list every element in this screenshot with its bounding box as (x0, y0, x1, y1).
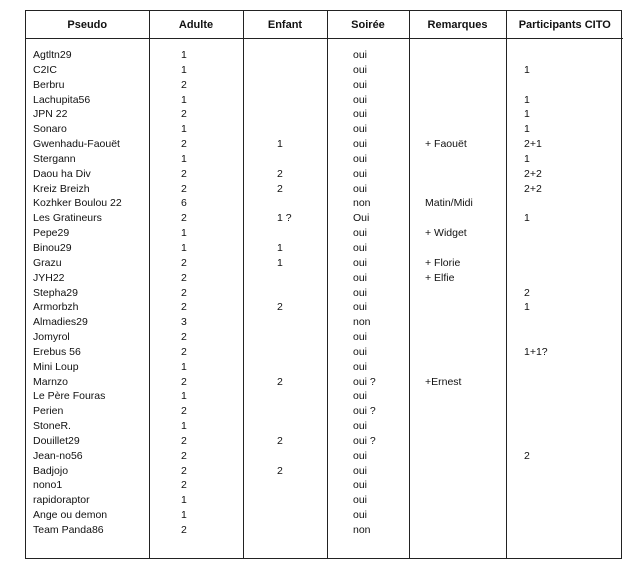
cell-remarques: + Faouët (425, 138, 467, 151)
table-row (26, 93, 623, 108)
table-row (26, 196, 623, 211)
cell-adulte: 6 (181, 197, 187, 210)
cell-soiree: oui (353, 78, 368, 91)
cell-pseudo: Grazu (33, 256, 62, 269)
cell-pseudo: Sonaro (33, 123, 67, 136)
cell-remarques: + Florie (425, 256, 461, 269)
cell-soiree: oui (353, 360, 368, 373)
cell-adulte: 1 (181, 93, 187, 106)
cell-soiree: oui (353, 182, 368, 195)
cell-pseudo: Almadies29 (33, 316, 88, 329)
cell-adulte: 2 (181, 464, 187, 477)
cell-cito: 1 (524, 301, 530, 314)
cell-soiree: oui (353, 509, 368, 522)
cell-cito: 2+1 (524, 138, 542, 151)
cell-soiree: oui (353, 345, 368, 358)
cell-remarques: +Ernest (425, 375, 462, 388)
cell-soiree: non (353, 524, 371, 536)
table-row (26, 508, 623, 523)
cell-pseudo: Berbru (33, 78, 65, 91)
table-row (26, 167, 623, 182)
cell-soiree: oui (353, 390, 368, 403)
cell-pseudo: Armorbzh (33, 301, 79, 314)
cell-soiree: oui (353, 152, 368, 165)
table-row (26, 389, 623, 404)
header-enfant: Enfant (243, 11, 327, 39)
cell-soiree: oui (353, 286, 368, 299)
cell-adulte: 2 (181, 331, 187, 344)
table-row (26, 345, 623, 360)
cell-adulte: 2 (181, 434, 187, 447)
cell-adulte: 2 (181, 524, 187, 536)
cell-pseudo: rapidoraptor (33, 494, 90, 507)
table-row (26, 404, 623, 419)
cell-pseudo: Badjojo (33, 464, 69, 477)
cell-cito: 1 (524, 63, 530, 76)
table-row (26, 434, 623, 449)
cell-enfant: 2 (277, 464, 283, 477)
cell-soiree: oui (353, 449, 368, 462)
cell-pseudo: StoneR. (33, 420, 71, 433)
cell-soiree: oui (353, 464, 368, 477)
participants-sheet (25, 10, 622, 559)
cell-adulte: 1 (181, 227, 187, 240)
table-row (26, 523, 623, 538)
cell-enfant: 2 (277, 167, 283, 180)
cell-remarques: Matin/Midi (425, 197, 473, 210)
table-body-rows (26, 48, 623, 538)
cell-enfant: 1 (277, 256, 283, 269)
cell-cito: 1 (524, 123, 530, 136)
cell-adulte: 1 (181, 123, 187, 136)
cell-cito: 1 (524, 93, 530, 106)
cell-pseudo: Lachupita56 (33, 93, 91, 106)
cell-adulte: 2 (181, 182, 187, 195)
cell-soiree: Oui (353, 212, 370, 225)
cell-soiree: oui (353, 271, 368, 284)
cell-adulte: 2 (181, 301, 187, 314)
cell-pseudo: Le Père Fouras (33, 390, 106, 403)
cell-soiree: oui ? (353, 434, 376, 447)
cell-adulte: 1 (181, 152, 187, 165)
cell-adulte: 2 (181, 256, 187, 269)
table-row (26, 375, 623, 390)
cell-soiree: oui (353, 63, 368, 76)
header-soiree: Soirée (327, 11, 409, 39)
cell-adulte: 2 (181, 345, 187, 358)
header-cito: Participants CITO (506, 11, 623, 39)
table-row (26, 464, 623, 479)
cell-adulte: 2 (181, 167, 187, 180)
cell-adulte: 1 (181, 509, 187, 522)
table-row (26, 107, 623, 122)
cell-soiree: oui (353, 494, 368, 507)
header-adulte: Adulte (149, 11, 243, 39)
cell-soiree: oui (353, 331, 368, 344)
table-row (26, 182, 623, 197)
table-row (26, 330, 623, 345)
cell-soiree: oui (353, 123, 368, 136)
cell-pseudo: C2IC (33, 63, 57, 76)
cell-soiree: oui (353, 138, 368, 151)
cell-adulte: 2 (181, 108, 187, 121)
header-row (26, 11, 623, 39)
table-row (26, 63, 623, 78)
cell-soiree: oui ? (353, 405, 376, 418)
cell-pseudo: JYH22 (33, 271, 65, 284)
table-row (26, 419, 623, 434)
cell-pseudo: Gwenhadu-Faouët (33, 138, 120, 151)
cell-adulte: 1 (181, 420, 187, 433)
cell-adulte: 1 (181, 241, 187, 254)
cell-remarques: + Elfie (425, 271, 455, 284)
table-row (26, 315, 623, 330)
cell-pseudo: Erebus 56 (33, 345, 81, 358)
cell-adulte: 1 (181, 494, 187, 507)
cell-soiree: oui (353, 227, 368, 240)
table-row (26, 241, 623, 256)
table-row (26, 137, 623, 152)
cell-adulte: 1 (181, 63, 187, 76)
cell-pseudo: Mini Loup (33, 360, 79, 373)
table-row (26, 78, 623, 93)
cell-soiree: oui (353, 93, 368, 106)
table-row (26, 271, 623, 286)
cell-pseudo: Stepha29 (33, 286, 78, 299)
cell-soiree: oui (353, 108, 368, 121)
cell-enfant: 1 (277, 138, 283, 151)
table-row (26, 152, 623, 167)
cell-cito: 1 (524, 108, 530, 121)
table-row (26, 256, 623, 271)
cell-adulte: 2 (181, 138, 187, 151)
cell-enfant: 1 (277, 241, 283, 254)
cell-adulte: 2 (181, 212, 187, 225)
cell-cito: 2+2 (524, 167, 542, 180)
cell-remarques: + Widget (425, 227, 467, 240)
cell-cito: 2 (524, 286, 530, 299)
cell-enfant: 2 (277, 375, 283, 388)
cell-adulte: 1 (181, 390, 187, 403)
table-row (26, 449, 623, 464)
table-row (26, 48, 623, 63)
cell-pseudo: Kozhker Boulou 22 (33, 197, 122, 210)
cell-soiree: oui (353, 420, 368, 433)
table-row (26, 226, 623, 241)
cell-pseudo: Agtltn29 (33, 49, 72, 61)
header-pseudo: Pseudo (26, 11, 149, 39)
cell-soiree: oui (353, 479, 368, 492)
cell-adulte: 2 (181, 449, 187, 462)
table-row (26, 122, 623, 137)
table-row (26, 300, 623, 315)
cell-cito: 2 (524, 449, 530, 462)
cell-cito: 2+2 (524, 182, 542, 195)
cell-adulte: 2 (181, 479, 187, 492)
table-row (26, 286, 623, 301)
cell-enfant: 1 ? (277, 212, 292, 225)
cell-adulte: 1 (181, 49, 187, 61)
cell-pseudo: Daou ha Div (33, 167, 91, 180)
cell-pseudo: Les Gratineurs (33, 212, 102, 225)
cell-adulte: 2 (181, 78, 187, 91)
table-row (26, 211, 623, 226)
cell-pseudo: Jomyrol (33, 331, 70, 344)
cell-pseudo: JPN 22 (33, 108, 68, 121)
cell-pseudo: Pepe29 (33, 227, 70, 240)
cell-adulte: 1 (181, 360, 187, 373)
cell-soiree: oui (353, 256, 368, 269)
cell-soiree: oui (353, 167, 368, 180)
cell-pseudo: Marnzo (33, 375, 69, 388)
cell-pseudo: Binou29 (33, 241, 72, 254)
cell-pseudo: Stergann (33, 152, 76, 165)
cell-soiree: oui ? (353, 375, 376, 388)
cell-pseudo: Perien (33, 405, 64, 418)
cell-pseudo: nono1 (33, 479, 63, 492)
header-remarques: Remarques (409, 11, 506, 39)
cell-cito: 1+1? (524, 345, 548, 358)
cell-adulte: 3 (181, 316, 187, 329)
cell-soiree: oui (353, 301, 368, 314)
cell-adulte: 2 (181, 405, 187, 418)
cell-enfant: 2 (277, 434, 283, 447)
table-row (26, 360, 623, 375)
cell-pseudo: Douillet29 (33, 434, 80, 447)
cell-pseudo: Kreiz Breizh (33, 182, 90, 195)
cell-adulte: 2 (181, 271, 187, 284)
table-row (26, 478, 623, 493)
cell-enfant: 2 (277, 182, 283, 195)
cell-soiree: non (353, 197, 371, 210)
cell-cito: 1 (524, 152, 530, 165)
cell-enfant: 2 (277, 301, 283, 314)
cell-pseudo: Team Panda86 (33, 524, 104, 536)
cell-soiree: oui (353, 49, 368, 61)
cell-pseudo: Ange ou demon (33, 509, 108, 522)
table-row (26, 493, 623, 508)
cell-soiree: oui (353, 241, 368, 254)
cell-pseudo: Jean-no56 (33, 449, 83, 462)
cell-soiree: non (353, 316, 371, 329)
cell-cito: 1 (524, 212, 530, 225)
cell-adulte: 2 (181, 286, 187, 299)
cell-adulte: 2 (181, 375, 187, 388)
